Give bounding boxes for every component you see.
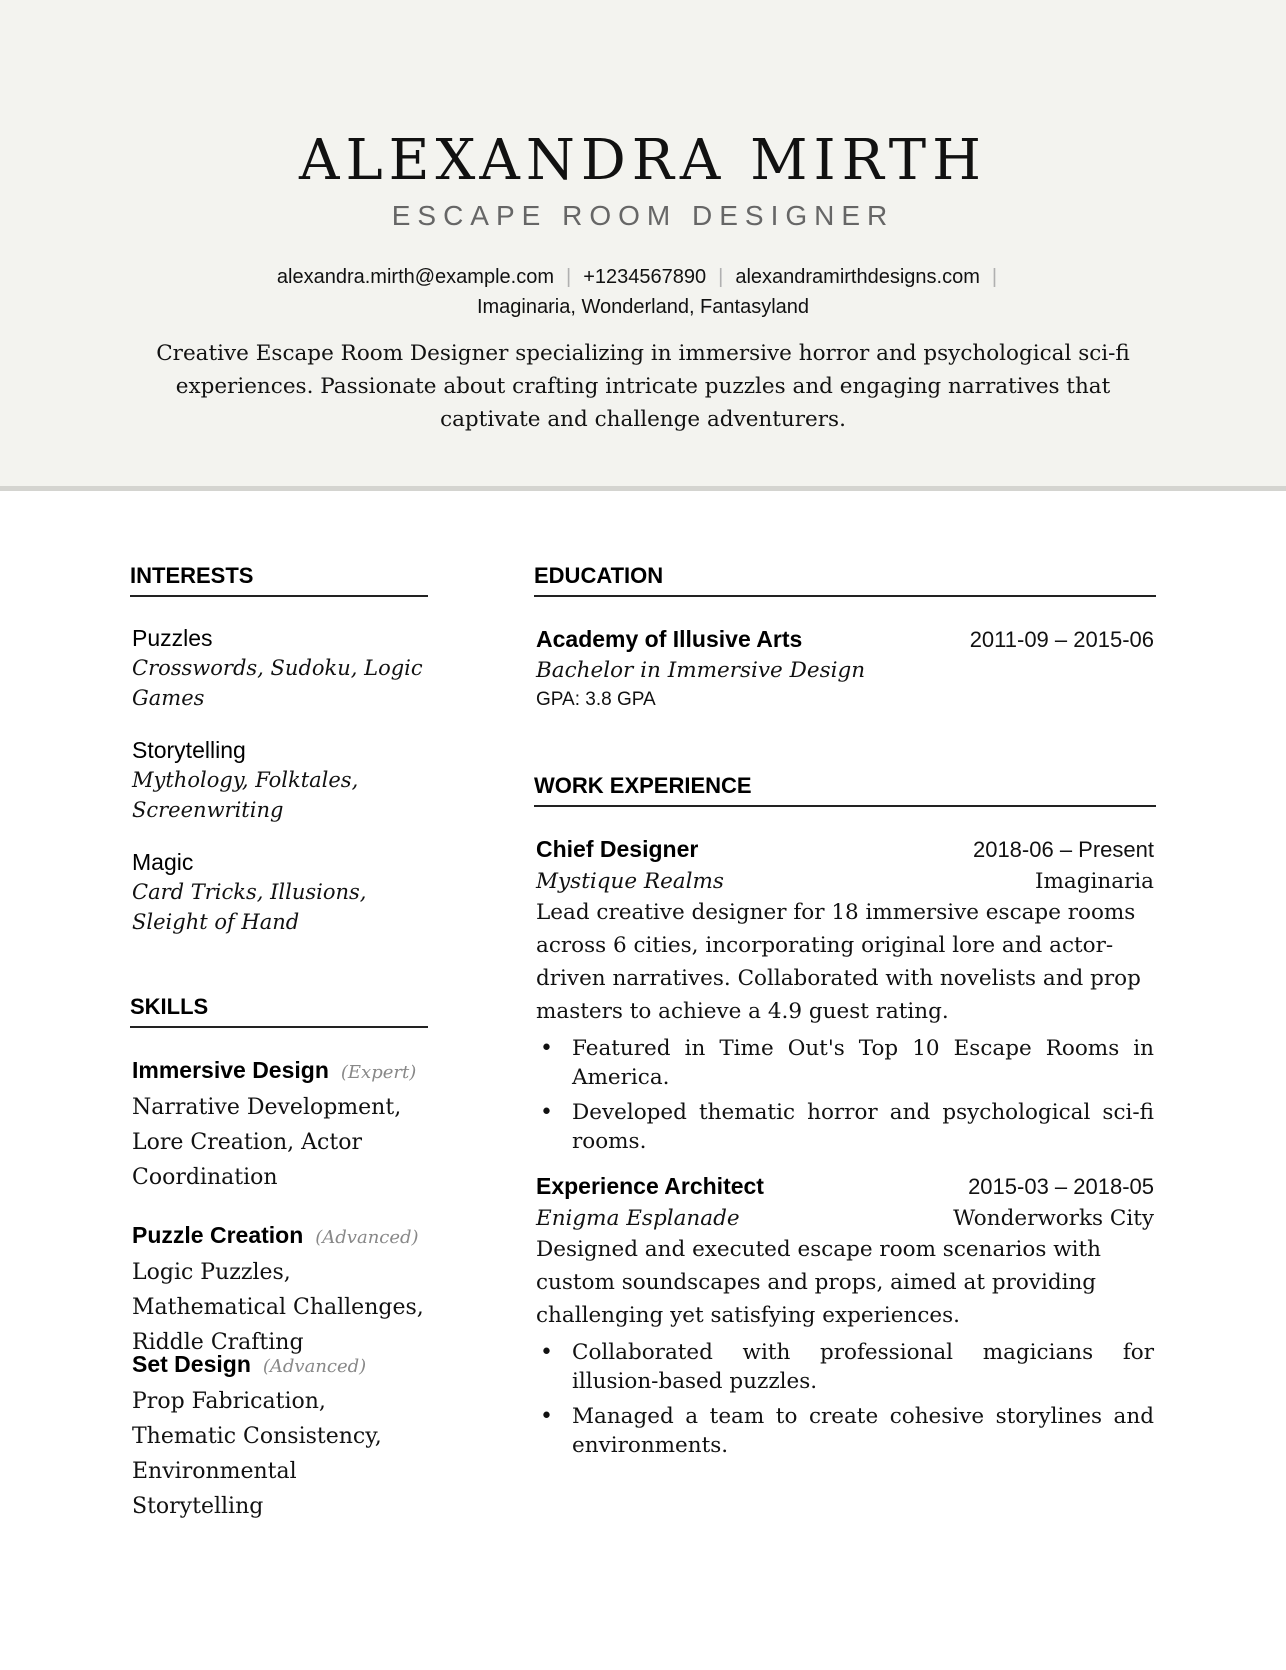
position-title: Experience Architect: [536, 1173, 764, 1199]
separator: |: [991, 266, 998, 288]
job-title-heading: ESCAPE ROOM DESIGNER: [391, 200, 895, 231]
interests-heading: INTERESTS: [130, 563, 428, 597]
work-summary: Lead creative designer for 18 immersive escape rooms across 6 cities, incorporating original lore and actor-driven narratives. Collaborated with novelists and prop masters to achieve a 4.9 guest rating.: [536, 900, 1141, 1024]
highlight-item: • Developed thematic horror and psychological sci-fi rooms.: [536, 1098, 1154, 1156]
skill-keywords: Logic Puzzles, Mathematical Challenges, Riddle Crafting: [132, 1260, 424, 1355]
work-dates: 2015-03 – 2018-05: [968, 1174, 1154, 1199]
education-heading: EDUCATION: [534, 563, 1156, 597]
contact-line-1: [0, 262, 1286, 292]
interest-name: Magic: [132, 849, 194, 875]
education-header-row: [536, 626, 1154, 653]
person-name: ALEXANDRA MIRTH: [299, 128, 987, 193]
position-title: Chief Designer: [536, 836, 699, 862]
interest-item: [132, 623, 432, 713]
company-name: Enigma Esplanade: [536, 1206, 740, 1231]
skill-name-row: [132, 1057, 432, 1084]
work-location: Imaginaria: [1035, 869, 1154, 894]
skill-keywords: Narrative Development, Lore Creation, Actor Coordination: [132, 1095, 402, 1190]
degree-name: Bachelor in Immersive Design: [536, 658, 866, 683]
skill-name-row: [132, 1222, 432, 1249]
phone-link[interactable]: +1234567890: [583, 266, 707, 288]
interest-item: [132, 735, 432, 825]
highlights-list: [536, 1034, 1154, 1156]
location-text: Imaginaria, Wonderland, Fantasyland: [476, 296, 810, 318]
work-location: Wonderworks City: [953, 1206, 1154, 1231]
contact-info: [0, 262, 1286, 322]
gpa-text: GPA: 3.8 GPA: [536, 689, 656, 710]
skill-name: Set Design: [132, 1351, 251, 1377]
education-dates: 2011-09 – 2015-06: [969, 627, 1154, 652]
skill-level: (Expert): [340, 1062, 417, 1083]
separator: |: [718, 266, 724, 288]
work-company-row: [536, 1206, 1154, 1231]
skill-item: [132, 1222, 432, 1360]
skill-level: (Advanced): [315, 1227, 419, 1248]
work-dates: 2018-06 – Present: [972, 837, 1154, 862]
work-heading: WORK EXPERIENCE: [534, 773, 1156, 807]
work-company-row: [536, 869, 1154, 894]
interest-name: Puzzles: [132, 625, 213, 651]
separator: |: [566, 266, 572, 288]
email-link[interactable]: alexandra.mirth@example.com: [276, 266, 554, 288]
interest-name: Storytelling: [132, 737, 246, 763]
skill-name-row: [132, 1351, 432, 1378]
interest-keywords: Mythology, Folktales, Screenwriting: [132, 768, 359, 822]
work-item: [536, 1173, 1154, 1466]
skill-name: Puzzle Creation: [132, 1222, 304, 1248]
skill-keywords: Prop Fabrication, Thematic Consistency, Environmental Storytelling: [132, 1389, 382, 1519]
website-link[interactable]: alexandramirthdesigns.com: [735, 266, 980, 288]
interest-item: [132, 847, 432, 937]
interest-keywords: Crosswords, Sudoku, Logic Games: [132, 656, 423, 710]
interest-keywords: Card Tricks, Illusions, Sleight of Hand: [132, 880, 367, 934]
skill-item: [132, 1351, 432, 1524]
skill-level: (Advanced): [262, 1356, 367, 1377]
work-header-row: [536, 1173, 1154, 1200]
work-item: [536, 836, 1154, 1162]
work-header-row: [536, 836, 1154, 863]
skills-heading: SKILLS: [130, 994, 428, 1028]
education-item: [536, 626, 1154, 711]
work-summary: Designed and executed escape room scenarios with custom soundscapes and props, aimed at providing challenging yet satisfying experiences.: [536, 1237, 1102, 1328]
highlight-item: • Managed a team to create cohesive storylines and environments.: [536, 1402, 1154, 1460]
skill-name: Immersive Design: [132, 1057, 329, 1083]
company-name: Mystique Realms: [536, 869, 724, 894]
skill-item: [132, 1057, 432, 1195]
profile-summary: Creative Escape Room Designer specializing in immersive horror and psychological sci-fi experiences. Passionate about crafting intricate puzzles and engaging narratives that captivate and challenge adventurers.: [156, 341, 1130, 432]
institution-name: Academy of Illusive Arts: [536, 626, 803, 652]
highlight-item: • Collaborated with professional magicians for illusion-based puzzles.: [536, 1338, 1154, 1396]
highlight-item: • Featured in Time Out's Top 10 Escape Rooms in America.: [536, 1034, 1154, 1092]
resume-header: [0, 0, 1286, 491]
highlights-list: [536, 1338, 1154, 1460]
